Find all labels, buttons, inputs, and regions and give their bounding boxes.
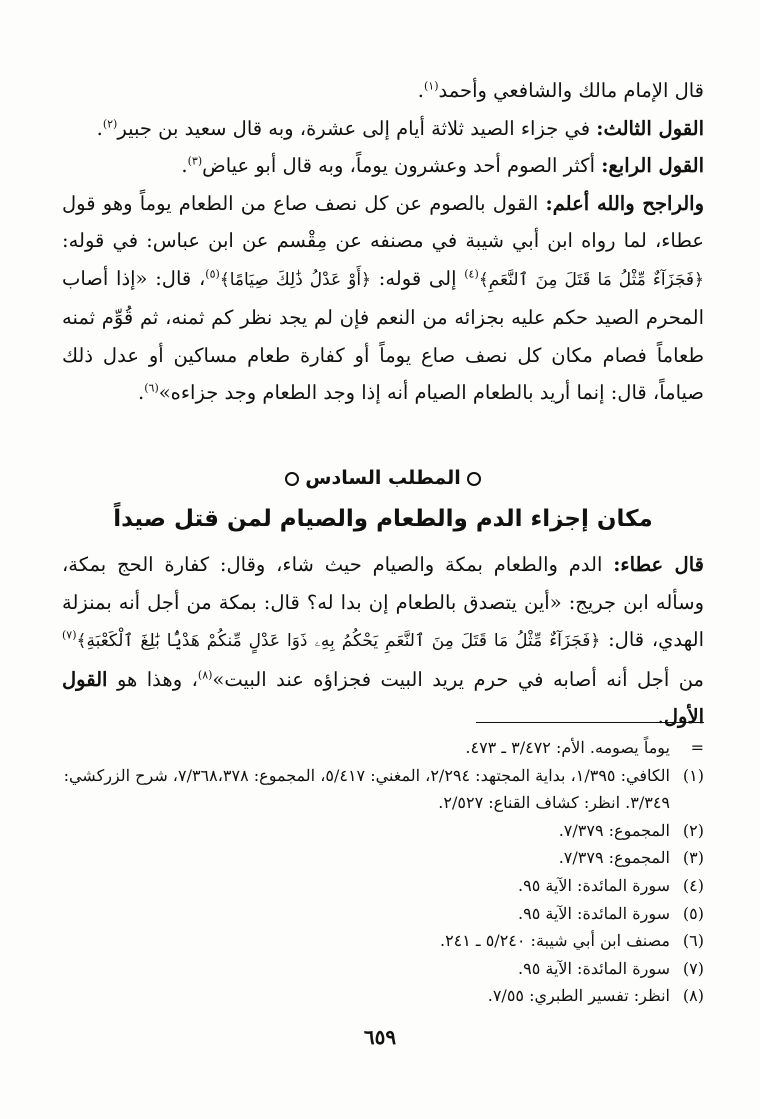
- footnote-number: =: [690, 738, 704, 757]
- section-text-c: ، وهذا هو: [107, 667, 198, 691]
- section-paragraph: [62, 546, 704, 736]
- paragraph-3-label: القول الرابع:: [601, 154, 704, 177]
- paragraph-4-text-a: القول بالصوم عن كل نصف صاع من الطعام يوماً وهو قول عطاء، لما رواه ابن أبي شيبة في مصنفه عن مِقْسم عن ابن عباس: في قوله:: [62, 191, 704, 252]
- circle-ornament-icon: [285, 472, 299, 486]
- footnote-number: (٧): [682, 958, 704, 978]
- section-body: [62, 546, 704, 736]
- footnote-ref-6: (٦): [144, 381, 159, 395]
- footnote-item: [62, 817, 704, 845]
- footnote-item: [62, 955, 704, 983]
- paragraph-2-label: القول الثالث:: [596, 116, 704, 140]
- paragraph-1: قال الإمام مالك والشافعي وأحمد$^{(١)}$.: [417, 79, 704, 102]
- subsection-heading-text: المطلب السادس: [305, 467, 461, 489]
- paragraph-1-text: قال الإمام مالك والشافعي وأحمد: [438, 79, 704, 102]
- footnote-item: [62, 844, 704, 872]
- quran-quote-2: ﴿أَوْ عَدْلُ ذَٰلِكَ صِيَامًا﴾: [219, 269, 372, 290]
- footnote-text: سورة المائدة: الآية ٩٥.: [518, 875, 670, 895]
- footnote-ref-3: (٣): [187, 154, 203, 168]
- footnote-item: [62, 762, 704, 817]
- footnote-item: [62, 872, 704, 900]
- quran-quote-3: ﴿فَجَزَآءٌ مِّثْلُ مَا قَتَلَ مِنَ ٱلنَّعَمِ يَحْكُمُ بِهِۦ ذَوَا عَدْلٍ مِّنكُمْ هَدْيًۢا بَٰلِغَ ٱلْكَعْبَةِ﴾: [76, 631, 601, 651]
- footnote-item: [62, 900, 704, 928]
- footnotes: [62, 734, 704, 1010]
- footnote-separator: [476, 722, 704, 723]
- paragraph-2: القول الثالث: في جزاء الصيد ثلاثة أيام إلى عشرة، وبه قال سعيد بن جبير$^{(٢)}$.: [96, 116, 704, 140]
- page-number: ٦٥٩: [363, 1025, 397, 1049]
- footnote-item: [62, 734, 704, 762]
- paragraph-3: القول الرابع: أكثر الصوم أحد وعشرون يوماً، وبه قال أبو عياض$^{(٣)}$.: [181, 154, 704, 177]
- section-text-b: من أجل أنه أصابه في حرم يريد البيت فجزاؤه عند البيت»: [212, 667, 704, 691]
- footnote-text: سورة المائدة: الآية ٩٥.: [518, 903, 670, 923]
- paragraph-2-text: في جزاء الصيد ثلاثة أيام إلى عشرة، وبه قال سعيد بن جبير: [117, 116, 597, 140]
- footnote-number: (٨): [682, 986, 704, 1006]
- footnote-text: مصنف ابن أبي شيبة: ٥/٢٤٠ ـ ٢٤١.: [439, 931, 670, 951]
- footnote-number: (٥): [682, 903, 704, 923]
- section-text-end: .: [657, 705, 664, 728]
- main-text: [62, 72, 704, 412]
- footnote-ref-1: (١): [424, 79, 439, 93]
- subsection-heading: [62, 467, 704, 489]
- footnote-item: [62, 982, 704, 1010]
- footnote-number: (٦): [682, 931, 704, 951]
- footnote-text: يوماً يصومه. الأم: ٣/٤٧٢ ـ ٤٧٣.: [465, 738, 670, 757]
- paragraph-4-text-c: ، قال: «إذا أصاب المحرم الصيد حكم عليه بجزائه من النعم فإن لم يجد نظر كم ثمنه، ثم قُوِّم ثمنه طعاماً فصام مكان كل نصف صاع يوماً أو كفارة طعام مساكين أو عدل ذلك صياماً، قال: إنما أريد بالطعام الصيام أنه إذا وجد الطعام وجد جزاءه»: [62, 266, 704, 404]
- quran-quote-1: ﴿فَجَزَآءٌ مِّثْلُ مَا قَتَلَ مِنَ ٱلنَّعَمِ﴾: [478, 269, 705, 290]
- footnote-number: (٢): [682, 820, 704, 840]
- footnote-number: (١): [682, 765, 704, 785]
- footnote-number: (٤): [682, 875, 704, 895]
- section-paragraph-label: قال عطاء:: [613, 553, 704, 576]
- footnote-ref-4: (٤): [464, 267, 479, 280]
- paragraph-4-text-b: إلى قوله:: [371, 266, 465, 290]
- footnote-text: انظر: تفسير الطبري: ٧/٥٥.: [487, 986, 670, 1006]
- footnote-item: [62, 927, 704, 955]
- paragraph-4-label: والراجح والله أعلم:: [545, 191, 705, 215]
- footnote-ref-2: (٢): [102, 117, 118, 130]
- paragraph-3-text: أكثر الصوم أحد وعشرون يوماً، وبه قال أبو عياض: [202, 154, 602, 177]
- footnote-text: المجموع: ٧/٣٧٩.: [558, 820, 670, 840]
- footnote-ref-5: (٥): [205, 267, 220, 280]
- footnote-text: سورة المائدة: الآية ٩٥.: [518, 958, 670, 978]
- circle-ornament-icon: [467, 472, 481, 486]
- footnote-text: الكافي: ١/٣٩٥، بداية المجتهد: ٢/٢٩٤، المغني: ٥/٤١٧، المجموع: ٧/٣٦٨،٣٧٨، شرح الزركشي: ٣/٣٤٩. انظر: كشاف القناع: ٢/٥٢٧.: [63, 765, 670, 813]
- section-text-a: الدم والطعام بمكة والصيام حيث شاء، وقال: كفارة الحج بمكة، وسأله ابن جريج: «أين يتصدق بالطعام إن بدا له؟ قال: بمكة من أجل أنه بمنزلة الهدي، قال:: [62, 553, 704, 651]
- footnote-text: المجموع: ٧/٣٧٩.: [558, 848, 670, 868]
- section-text-bold-end: القول الأول: [62, 667, 704, 728]
- footnote-ref-8: (٨): [197, 668, 213, 681]
- paragraph-4: والراجح والله أعلم: القول بالصوم عن كل نصف صاع من الطعام يوماً وهو قول عطاء، لما رواه ابن أبي شيبة في مصنفه عن مِقْسم عن ابن عباس: في قوله: ﴿فَجَزَآءٌ مِّثْلُ مَا قَتَلَ مِنَ ٱلنَّعَمِ﴾$^{(٤)}$ إلى قوله: ﴿أَوْ عَدْلُ ذَٰلِكَ صِيَامًا﴾$^{(٥)}$، قال: «إذا أصاب المحرم الصيد حكم عليه بجزائه من النعم فإن لم يجد نظر كم ثمنه، ثم قُوِّم ثمنه طعاماً فصام مكان كل نصف صاع يوماً أو كفارة طعام مساكين أو عدل ذلك صياماً، قال: إنما أريد بالطعام الصيام أنه إذا وجد الطعام وجد جزاءه»$^{(٦)}$.: [62, 191, 705, 404]
- footnote-ref-7: (٧): [62, 628, 77, 642]
- footnote-number: (٣): [682, 848, 704, 868]
- section-title: مكان إجزاء الدم والطعام والصيام لمن قتل صيداً: [113, 506, 653, 532]
